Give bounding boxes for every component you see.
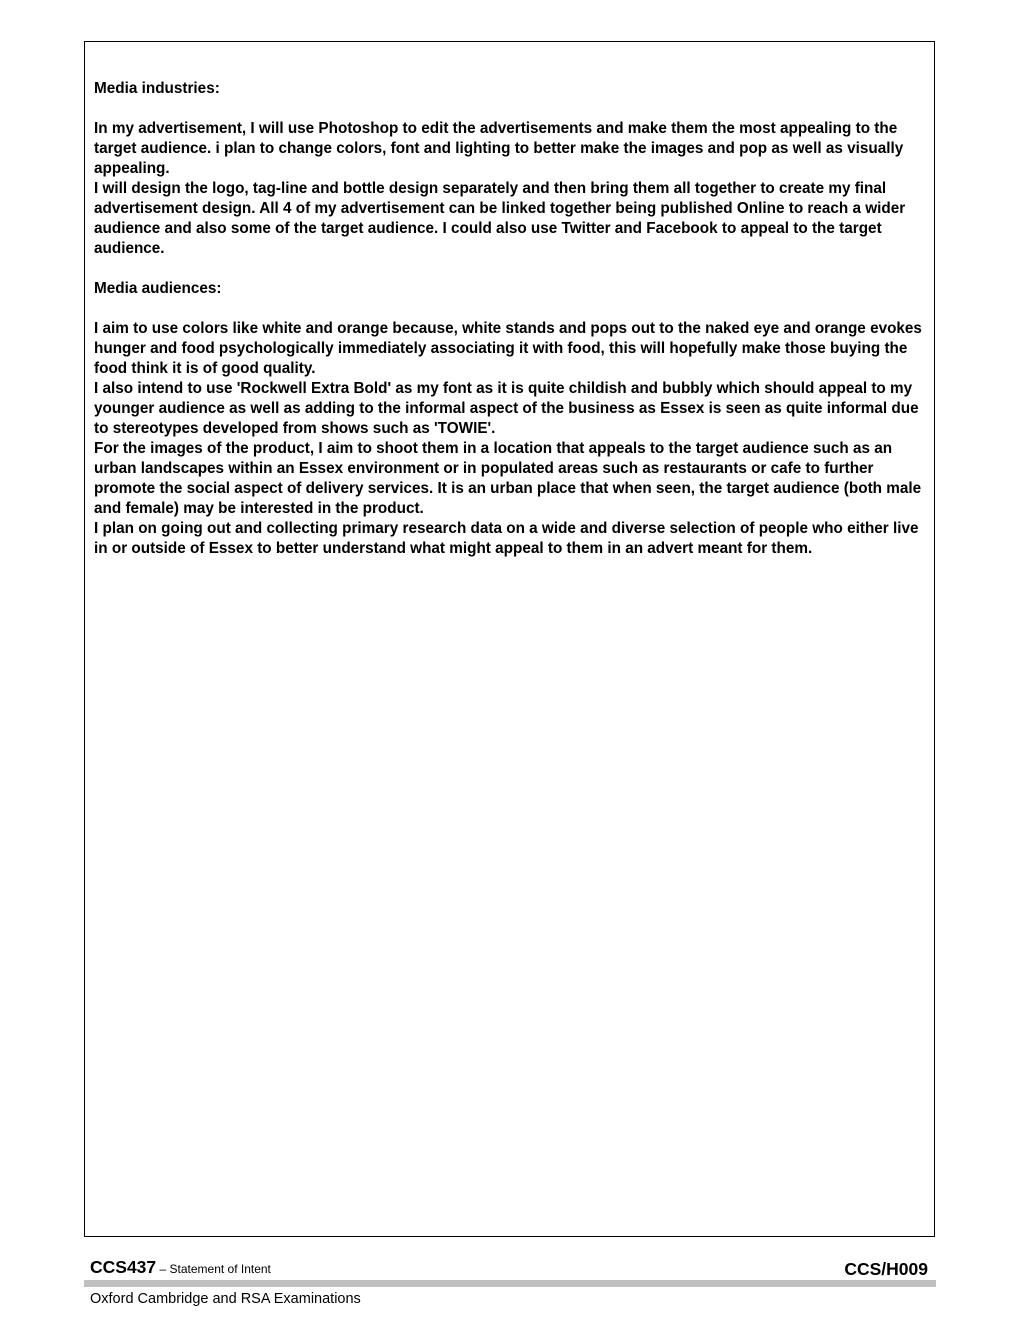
statement-content-box [84,41,935,1237]
media-audiences-paragraph-2: I also intend to use 'Rockwell Extra Bold' as my font as it is quite childish and bubbly which should appeal to my younger audience as well as adding to the informal aspect of the business as Essex is seen as quite informal due to stereotypes developed from shows such as 'TOWIE'. [94,380,919,437]
media-industries-paragraph-1: In my advertisement, I will use Photoshop to edit the advertisements and make them the most appealing to the target audience. i plan to change colors, font and lighting to better make the images and pop as well as visually appealing. [94,120,904,177]
footer-divider [84,1280,936,1287]
footer-reference: CCS/H009 [844,1259,928,1279]
section-heading-media-industries: Media industries: [94,80,220,97]
page-footer [90,1257,930,1281]
unit-code: CCS437 [90,1257,157,1277]
statement-body [94,79,930,559]
section-heading-media-audiences: Media audiences: [94,280,222,297]
media-industries-paragraph-2: I will design the logo, tag-line and bottle design separately and then bring them all together to create my final advertisement design. All 4 of my advertisement can be linked together being published Online to reach a wider audience and also some of the target audience. I could also use Twitter and Facebook to appeal to the target audience. [94,180,906,257]
footer-unit [90,1257,271,1279]
unit-title: – Statement of Intent [156,1262,271,1276]
media-audiences-paragraph-1: I aim to use colors like white and orange because, white stands and pops out to the naked eye and orange evokes hunger and food psychologically immediately associating it with food, this will hopefully make those buying the food think it is of good quality. [94,320,922,377]
media-audiences-paragraph-3: For the images of the product, I aim to shoot them in a location that appeals to the target audience such as an urban landscapes within an Essex environment or in populated areas such as restaurants or cafe to further promote the social aspect of delivery services. It is an urban place that when seen, the target audience (both male and female) may be interested in the product. [94,440,922,517]
media-audiences-paragraph-4: I plan on going out and collecting primary research data on a wide and diverse selection of people who either live in or outside of Essex to better understand what might appeal to them in an advert meant for them. [94,520,919,557]
footer-organisation: Oxford Cambridge and RSA Examinations [90,1291,361,1307]
